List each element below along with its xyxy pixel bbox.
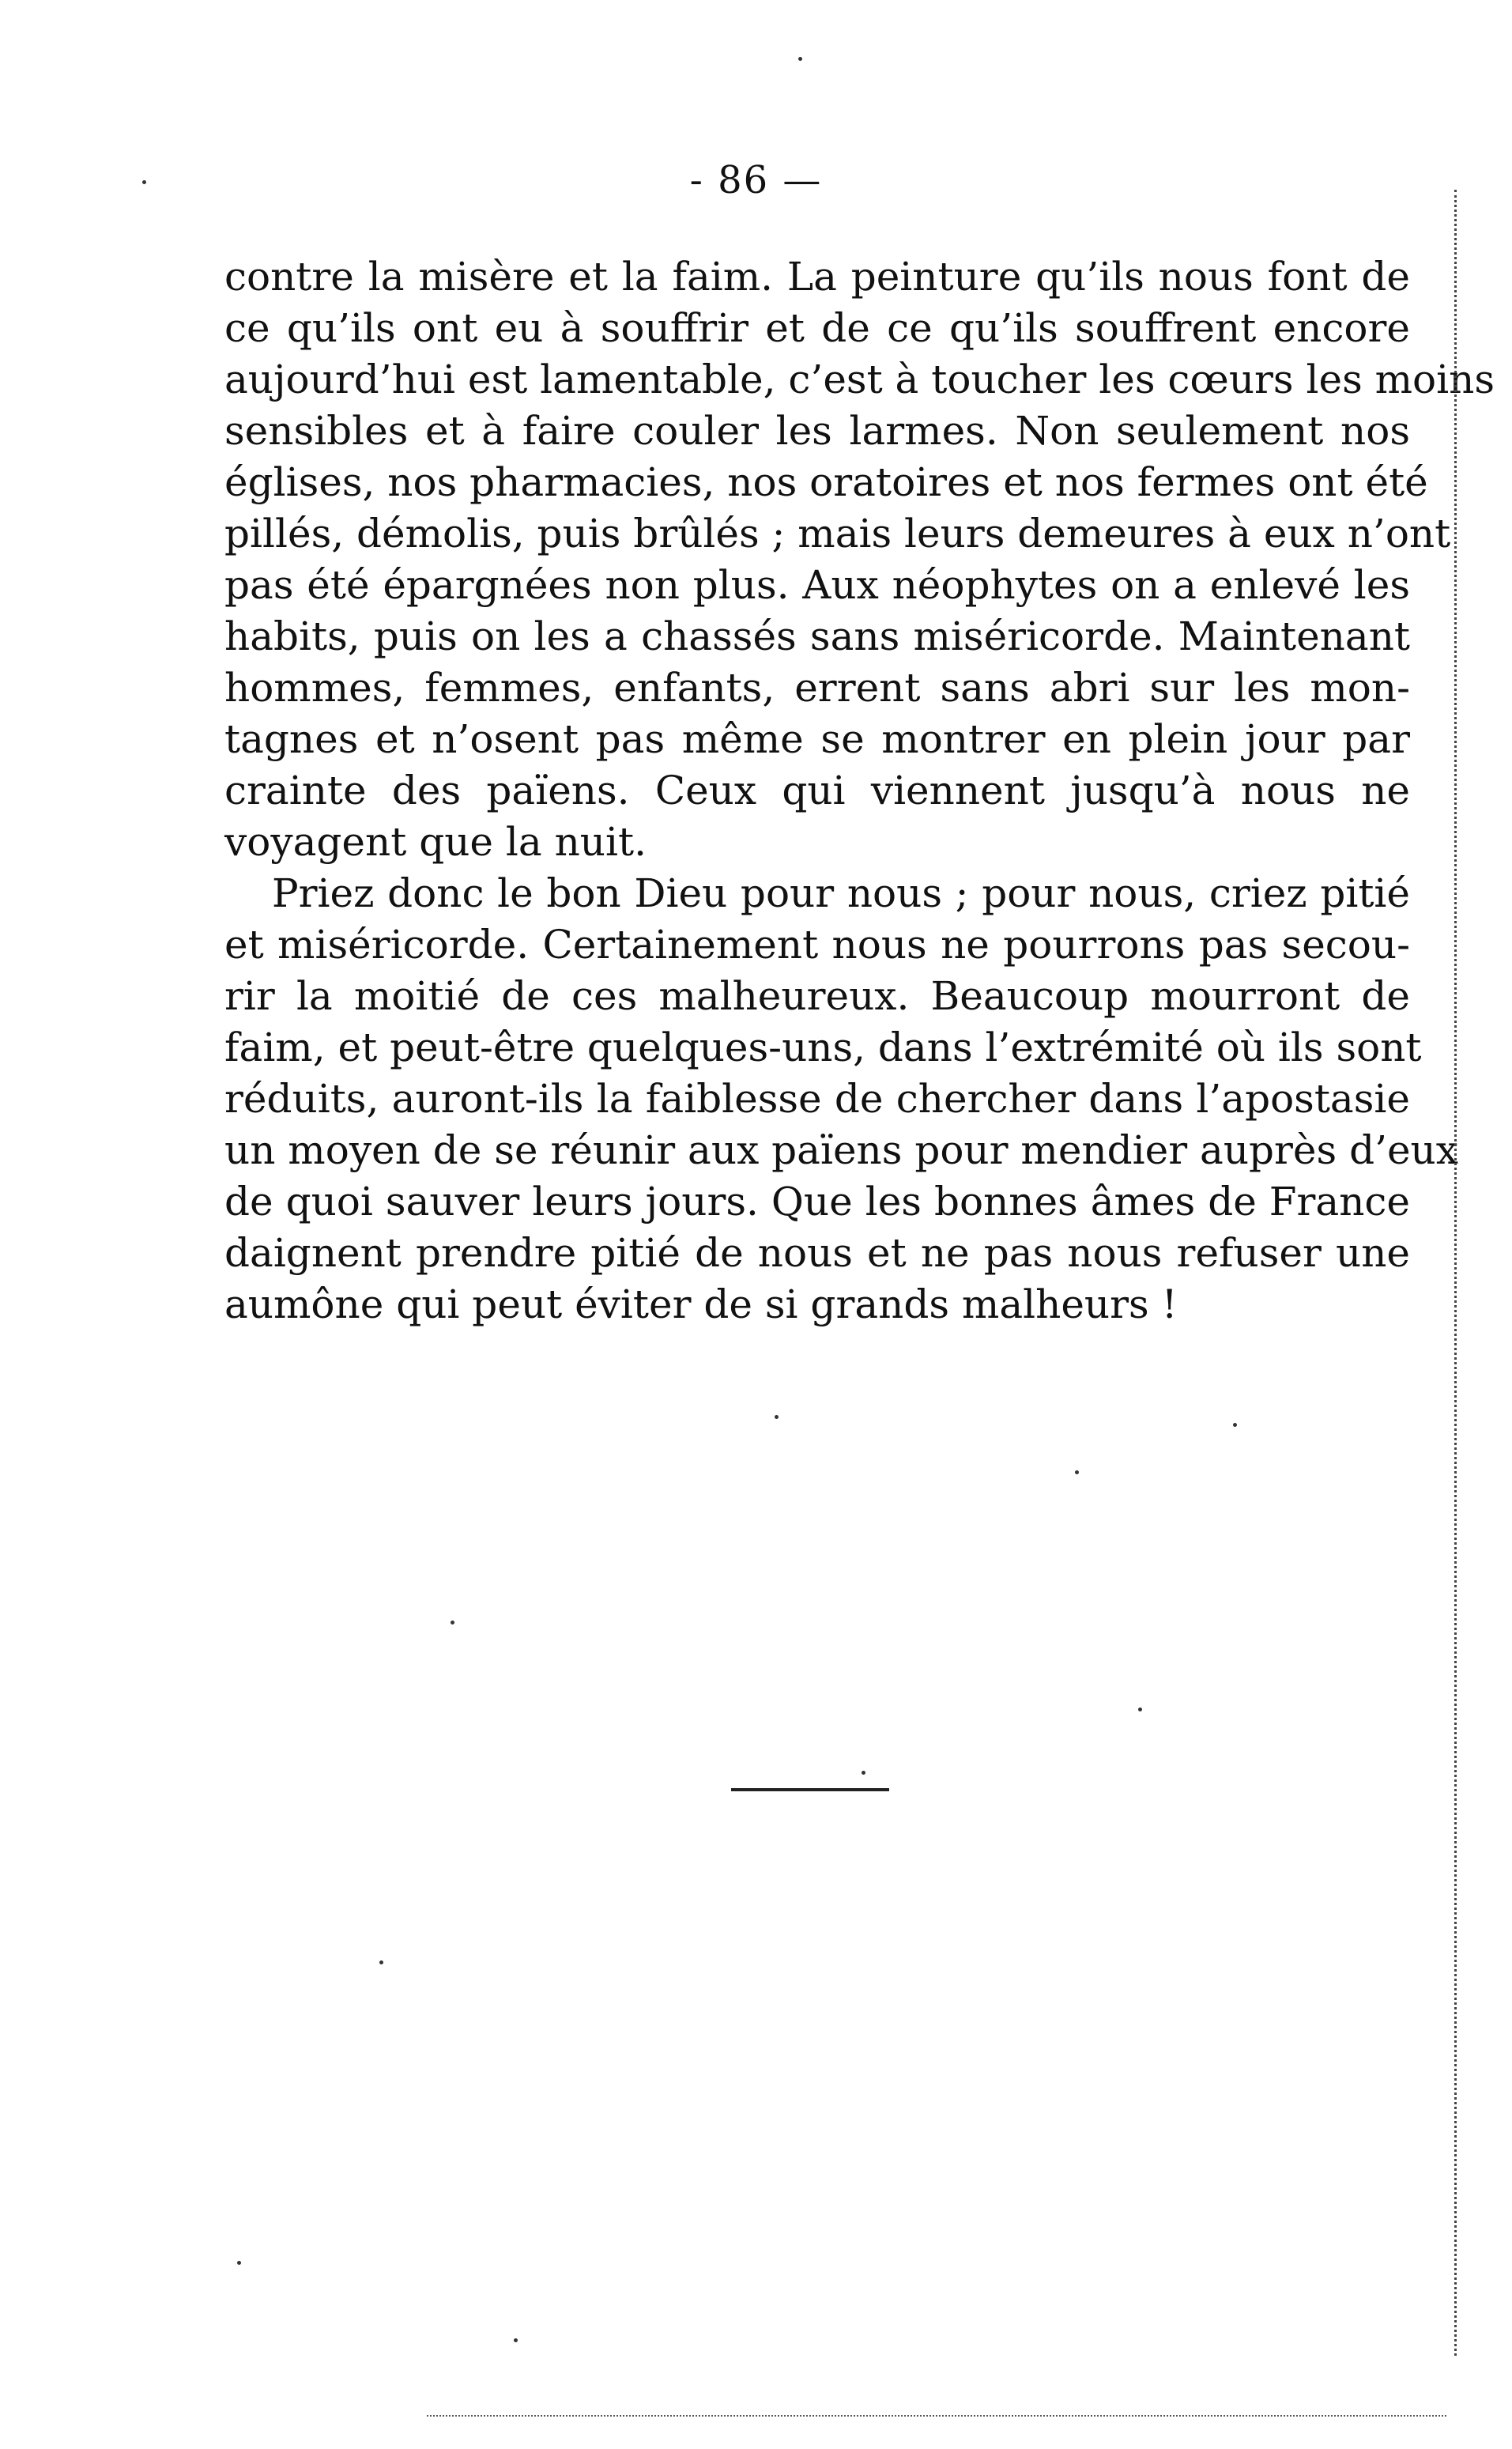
scan-speck xyxy=(1233,1423,1237,1427)
scan-speck xyxy=(1138,1708,1142,1711)
text-line: tagnes et n’osent pas même se montrer en plein jour par xyxy=(224,716,1410,762)
scan-speck xyxy=(514,2338,518,2342)
scan-speck xyxy=(1075,1470,1079,1474)
text-line: pas été épargnées non plus. Aux néophytes on a enlevé les xyxy=(224,562,1410,608)
text-line: habits, puis on les a chassés sans miséricorde. Maintenant xyxy=(224,613,1410,659)
text-line: ce qu’ils ont eu à souffrir et de ce qu’ils souffrent encore xyxy=(224,305,1410,351)
scan-speck xyxy=(142,180,146,184)
text-line: crainte des païens. Ceux qui viennent jusqu’à nous ne xyxy=(224,768,1410,813)
text-line: de quoi sauver leurs jours. Que les bonnes âmes de France xyxy=(224,1179,1410,1224)
text-line: un moyen de se réunir aux païens pour mendier auprès d’eux xyxy=(224,1127,1458,1173)
scan-speck xyxy=(798,57,802,61)
text-line: pillés, démolis, puis brûlés ; mais leurs demeures à eux n’ont xyxy=(224,511,1451,557)
scan-speck xyxy=(451,1621,454,1624)
text-line: hommes, femmes, enfants, errent sans abri sur les mon- xyxy=(224,665,1410,711)
text-line: contre la misère et la faim. La peinture qu’ils nous font de xyxy=(224,254,1410,300)
text-line: et miséricorde. Certainement nous ne pourrons pas secou- xyxy=(224,922,1410,968)
body-text xyxy=(224,251,1495,1330)
text-line: églises, nos pharmacies, nos oratoires et nos fermes ont été xyxy=(224,459,1428,505)
text-line: rir la moitié de ces malheureux. Beaucoup mourront de xyxy=(224,973,1410,1019)
page-number: - 86 — xyxy=(689,158,823,202)
text-line: aujourd’hui est lamentable, c’est à toucher les cœurs les moins xyxy=(224,357,1495,402)
scan-speck xyxy=(775,1415,779,1419)
text-line: voyagent que la nuit. xyxy=(224,819,647,865)
scan-speck xyxy=(379,1960,383,1964)
text-line: daignent prendre pitié de nous et ne pas nous refuser une xyxy=(224,1230,1410,1276)
section-separator xyxy=(731,1788,889,1791)
scan-speck xyxy=(862,1771,865,1775)
page-edge-right xyxy=(1454,190,1457,2356)
text-line: sensibles et à faire couler les larmes. Non seulement nos xyxy=(224,408,1410,454)
text-line: faim, et peut-être quelques-uns, dans l’extrémité où ils sont xyxy=(224,1025,1422,1070)
scan-speck xyxy=(237,2261,241,2265)
text-line: réduits, auront-ils la faiblesse de chercher dans l’apostasie xyxy=(224,1076,1410,1122)
text-line: Priez donc le bon Dieu pour nous ; pour nous, criez pitié xyxy=(272,870,1410,916)
text-line: aumône qui peut éviter de si grands malheurs ! xyxy=(224,1281,1178,1327)
page-edge-bottom xyxy=(427,2415,1446,2417)
